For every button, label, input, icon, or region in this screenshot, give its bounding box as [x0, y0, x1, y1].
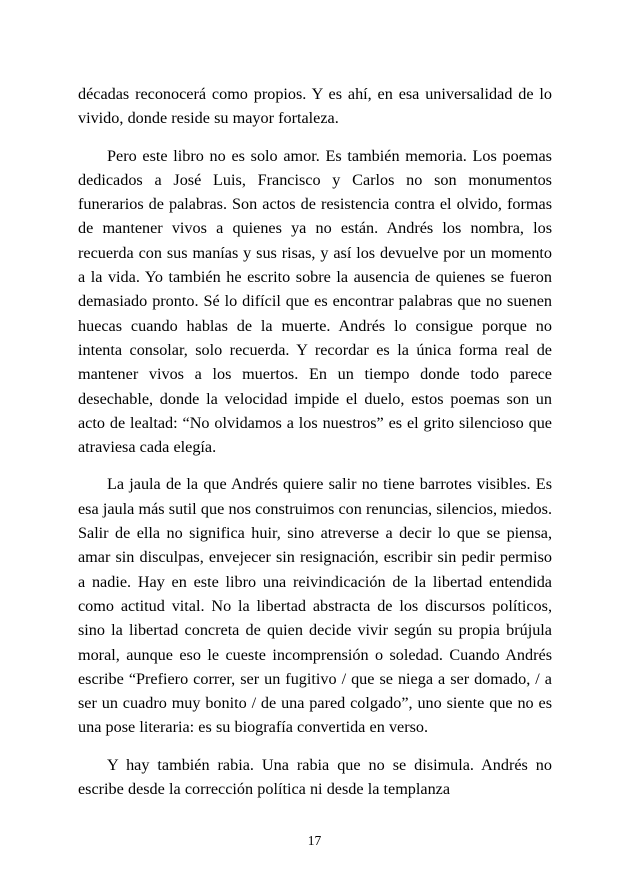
paragraph-1: décadas reconocerá como propios. Y es ahí, en esa universalidad de lo vivido, donde reside su mayor fortaleza. — [78, 85, 552, 128]
paragraph-3: La jaula de la que Andrés quiere salir no tiene barrotes visibles. Es esa jaula más sutil que nos construimos con renuncias, silencios, miedos. Salir de ella no significa huir, sino atreverse a decir lo que se piensa, amar sin disculpas, envejecer sin resignación, escribir sin pedir permiso a nadie. Hay en este libro una reivindicación de la libertad entendida como actitud vital. No la libertad abstracta de los discursos políticos, sino la libertad concreta de quien decide vivir según su propia brújula moral, aunque eso le cueste incomprensión o soledad. Cuando Andrés escribe “Prefiero correr, ser un fugitivo / que se niega a ser domado, / a ser un cuadro muy bonito / de una pared colgado”, uno siente que no es una pose literaria: es su biografía convertida en verso. — [78, 475, 552, 737]
paragraph-4: Y hay también rabia. Una rabia que no se disimula. Andrés no escribe desde la corrección política ni desde la templanza — [78, 755, 552, 799]
page-number: 17 — [307, 833, 322, 848]
body-text — [78, 82, 552, 801]
paragraph-2: Pero este libro no es solo amor. Es también memoria. Los poemas dedicados a José Luis, Francisco y Carlos no son monumentos funerarios de palabras. Son actos de resistencia contra el olvido, formas de mantener vivos a quienes ya no están. Andrés los nombra, los recuerda con sus manías y sus risas, y así los devuelve por un momento a la vida. Yo también he escrito sobre la ausencia de quienes se fueron demasiado pronto. Sé lo difícil que es encontrar palabras que no suenen huecas cuando hablas de la muerte. Andrés lo consigue porque no intenta consolar, solo recuerda. Y recordar es la única forma real de mantener vivos a los muertos. En un tiempo donde todo parece desechable, donde la velocidad impide el duelo, estos poemas son un acto de lealtad: “No olvidamos a los nuestros” es el grito silencioso que atraviesa cada elegía. — [78, 146, 552, 457]
